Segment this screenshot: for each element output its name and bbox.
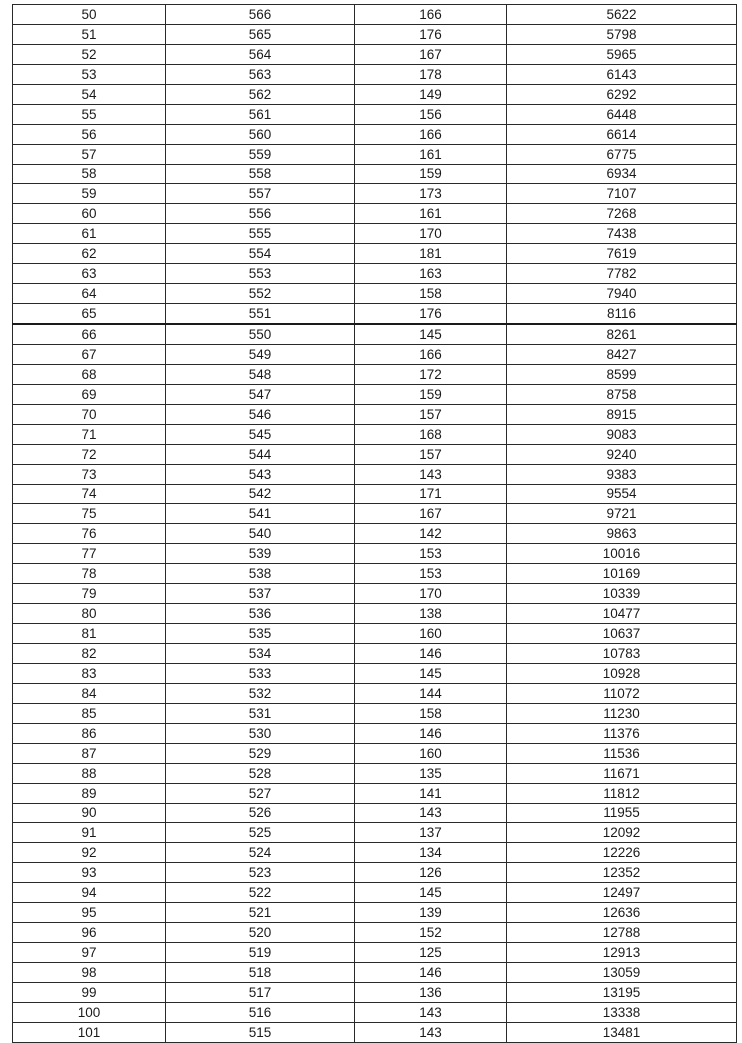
rank-cell: 59 — [13, 184, 166, 204]
rank-cell: 88 — [13, 763, 166, 783]
cumulative-count-cell: 11955 — [507, 803, 737, 823]
score-cell: 527 — [166, 783, 355, 803]
score-cell: 540 — [166, 524, 355, 544]
cumulative-count-cell: 12788 — [507, 923, 737, 943]
count-cell: 173 — [355, 184, 507, 204]
score-cell: 541 — [166, 504, 355, 524]
table-row — [13, 703, 737, 723]
cumulative-count-cell: 10928 — [507, 663, 737, 683]
rank-cell: 85 — [13, 703, 166, 723]
cumulative-count-cell: 8599 — [507, 364, 737, 384]
count-cell: 145 — [355, 663, 507, 683]
cumulative-count-cell: 6775 — [507, 144, 737, 164]
table-row — [13, 943, 737, 963]
rank-cell: 56 — [13, 124, 166, 144]
cumulative-count-cell: 12913 — [507, 943, 737, 963]
table-row — [13, 64, 737, 84]
table-row — [13, 823, 737, 843]
rank-cell: 61 — [13, 224, 166, 244]
score-cell: 543 — [166, 464, 355, 484]
count-cell: 160 — [355, 624, 507, 644]
score-cell: 551 — [166, 304, 355, 324]
cumulative-count-cell: 6292 — [507, 84, 737, 104]
count-cell: 145 — [355, 324, 507, 344]
cumulative-count-cell: 10477 — [507, 604, 737, 624]
rank-cell: 100 — [13, 1002, 166, 1022]
cumulative-count-cell: 12636 — [507, 903, 737, 923]
rank-cell: 54 — [13, 84, 166, 104]
table-row — [13, 544, 737, 564]
score-cell: 530 — [166, 723, 355, 743]
count-cell: 137 — [355, 823, 507, 843]
score-cell: 531 — [166, 703, 355, 723]
table-row — [13, 164, 737, 184]
rank-cell: 95 — [13, 903, 166, 923]
score-cell: 565 — [166, 24, 355, 44]
score-cell: 520 — [166, 923, 355, 943]
cumulative-count-cell: 11072 — [507, 683, 737, 703]
count-cell: 145 — [355, 883, 507, 903]
score-cell: 547 — [166, 384, 355, 404]
score-cell: 517 — [166, 982, 355, 1002]
table-row — [13, 344, 737, 364]
rank-cell: 63 — [13, 264, 166, 284]
table-row — [13, 144, 737, 164]
score-cell: 534 — [166, 644, 355, 664]
count-cell: 176 — [355, 24, 507, 44]
table-row — [13, 304, 737, 324]
count-cell: 157 — [355, 404, 507, 424]
count-cell: 138 — [355, 604, 507, 624]
count-cell: 163 — [355, 264, 507, 284]
table-row — [13, 564, 737, 584]
cumulative-count-cell: 8758 — [507, 384, 737, 404]
rank-cell: 69 — [13, 384, 166, 404]
cumulative-count-cell: 10339 — [507, 584, 737, 604]
cumulative-count-cell: 7782 — [507, 264, 737, 284]
rank-cell: 93 — [13, 863, 166, 883]
cumulative-count-cell: 6614 — [507, 124, 737, 144]
count-cell: 181 — [355, 244, 507, 264]
rank-cell: 64 — [13, 284, 166, 304]
score-cell: 560 — [166, 124, 355, 144]
count-cell: 125 — [355, 943, 507, 963]
table-row — [13, 644, 737, 664]
count-cell: 149 — [355, 84, 507, 104]
score-cell: 515 — [166, 1022, 355, 1042]
rank-cell: 70 — [13, 404, 166, 424]
cumulative-count-cell: 12226 — [507, 843, 737, 863]
rank-cell: 51 — [13, 24, 166, 44]
count-cell: 136 — [355, 982, 507, 1002]
count-cell: 159 — [355, 384, 507, 404]
table-row — [13, 224, 737, 244]
rank-cell: 101 — [13, 1022, 166, 1042]
score-cell: 553 — [166, 264, 355, 284]
count-cell: 176 — [355, 304, 507, 324]
cumulative-count-cell: 12497 — [507, 883, 737, 903]
table-row — [13, 1022, 737, 1042]
rank-cell: 58 — [13, 164, 166, 184]
table-row — [13, 384, 737, 404]
table-row — [13, 104, 737, 124]
rank-cell: 53 — [13, 64, 166, 84]
score-cell: 542 — [166, 484, 355, 504]
rank-cell: 84 — [13, 683, 166, 703]
table-row — [13, 683, 737, 703]
count-cell: 146 — [355, 963, 507, 983]
score-cell: 548 — [166, 364, 355, 384]
rank-cell: 74 — [13, 484, 166, 504]
cumulative-count-cell: 11376 — [507, 723, 737, 743]
table-row — [13, 604, 737, 624]
table-row — [13, 424, 737, 444]
cumulative-count-cell: 5965 — [507, 44, 737, 64]
count-cell: 167 — [355, 504, 507, 524]
score-cell: 521 — [166, 903, 355, 923]
score-cell: 558 — [166, 164, 355, 184]
table-row — [13, 883, 737, 903]
table-row — [13, 863, 737, 883]
score-cell: 546 — [166, 404, 355, 424]
score-cell: 550 — [166, 324, 355, 344]
table-row — [13, 923, 737, 943]
count-cell: 159 — [355, 164, 507, 184]
count-cell: 167 — [355, 44, 507, 64]
table-row — [13, 484, 737, 504]
rank-cell: 81 — [13, 624, 166, 644]
table-row — [13, 324, 737, 344]
rank-cell: 73 — [13, 464, 166, 484]
rank-cell: 99 — [13, 982, 166, 1002]
score-cell: 549 — [166, 344, 355, 364]
cumulative-count-cell: 10783 — [507, 644, 737, 664]
count-cell: 166 — [355, 124, 507, 144]
rank-cell: 76 — [13, 524, 166, 544]
table-body — [13, 5, 737, 1043]
score-cell: 555 — [166, 224, 355, 244]
count-cell: 160 — [355, 743, 507, 763]
rank-cell: 71 — [13, 424, 166, 444]
score-cell: 537 — [166, 584, 355, 604]
cumulative-count-cell: 6143 — [507, 64, 737, 84]
count-cell: 135 — [355, 763, 507, 783]
cumulative-count-cell: 13195 — [507, 982, 737, 1002]
score-cell: 566 — [166, 5, 355, 25]
score-cell: 532 — [166, 683, 355, 703]
score-cell: 528 — [166, 763, 355, 783]
rank-cell: 91 — [13, 823, 166, 843]
count-cell: 153 — [355, 544, 507, 564]
rank-cell: 75 — [13, 504, 166, 524]
score-cell: 533 — [166, 663, 355, 683]
rank-cell: 60 — [13, 204, 166, 224]
score-cell: 539 — [166, 544, 355, 564]
score-cell: 559 — [166, 144, 355, 164]
score-cell: 523 — [166, 863, 355, 883]
count-cell: 134 — [355, 843, 507, 863]
score-cell: 536 — [166, 604, 355, 624]
cumulative-count-cell: 7438 — [507, 224, 737, 244]
rank-cell: 57 — [13, 144, 166, 164]
score-cell: 524 — [166, 843, 355, 863]
cumulative-count-cell: 6934 — [507, 164, 737, 184]
count-cell: 161 — [355, 144, 507, 164]
table-row — [13, 982, 737, 1002]
table-row — [13, 783, 737, 803]
cumulative-count-cell: 5622 — [507, 5, 737, 25]
count-cell: 158 — [355, 703, 507, 723]
cumulative-count-cell: 8261 — [507, 324, 737, 344]
count-cell: 126 — [355, 863, 507, 883]
table-row — [13, 663, 737, 683]
score-cell: 557 — [166, 184, 355, 204]
rank-cell: 77 — [13, 544, 166, 564]
rank-cell: 65 — [13, 304, 166, 324]
rank-cell: 72 — [13, 444, 166, 464]
rank-cell: 66 — [13, 324, 166, 344]
score-cell: 538 — [166, 564, 355, 584]
score-cell: 554 — [166, 244, 355, 264]
cumulative-count-cell: 11230 — [507, 703, 737, 723]
table-row — [13, 404, 737, 424]
count-cell: 171 — [355, 484, 507, 504]
count-cell: 170 — [355, 224, 507, 244]
cumulative-count-cell: 10016 — [507, 544, 737, 564]
table-row — [13, 84, 737, 104]
score-cell: 526 — [166, 803, 355, 823]
cumulative-count-cell: 7940 — [507, 284, 737, 304]
count-cell: 178 — [355, 64, 507, 84]
count-cell: 141 — [355, 783, 507, 803]
rank-cell: 86 — [13, 723, 166, 743]
table-row — [13, 444, 737, 464]
cumulative-count-cell: 9721 — [507, 504, 737, 524]
table-row — [13, 184, 737, 204]
cumulative-count-cell: 10637 — [507, 624, 737, 644]
count-cell: 152 — [355, 923, 507, 943]
table-row — [13, 743, 737, 763]
rank-cell: 78 — [13, 564, 166, 584]
table-row — [13, 504, 737, 524]
count-cell: 156 — [355, 104, 507, 124]
cumulative-count-cell: 10169 — [507, 564, 737, 584]
table-row — [13, 284, 737, 304]
score-cell: 562 — [166, 84, 355, 104]
count-cell: 143 — [355, 464, 507, 484]
rank-cell: 52 — [13, 44, 166, 64]
table-row — [13, 584, 737, 604]
count-cell: 143 — [355, 803, 507, 823]
table-row — [13, 44, 737, 64]
score-cell: 544 — [166, 444, 355, 464]
count-cell: 166 — [355, 344, 507, 364]
rank-cell: 62 — [13, 244, 166, 264]
rank-cell: 89 — [13, 783, 166, 803]
cumulative-count-cell: 9383 — [507, 464, 737, 484]
rank-cell: 96 — [13, 923, 166, 943]
count-cell: 161 — [355, 204, 507, 224]
table-row — [13, 803, 737, 823]
cumulative-count-cell: 9863 — [507, 524, 737, 544]
table-row — [13, 624, 737, 644]
cumulative-count-cell: 7107 — [507, 184, 737, 204]
cumulative-count-cell: 13338 — [507, 1002, 737, 1022]
cumulative-count-cell: 8427 — [507, 344, 737, 364]
rank-cell: 92 — [13, 843, 166, 863]
table-row — [13, 1002, 737, 1022]
table-row — [13, 264, 737, 284]
score-cell: 552 — [166, 284, 355, 304]
cumulative-count-cell: 13481 — [507, 1022, 737, 1042]
score-cell: 522 — [166, 883, 355, 903]
cumulative-count-cell: 6448 — [507, 104, 737, 124]
score-cell: 556 — [166, 204, 355, 224]
cumulative-count-cell: 8915 — [507, 404, 737, 424]
table-row — [13, 364, 737, 384]
rank-cell: 83 — [13, 663, 166, 683]
score-cell: 516 — [166, 1002, 355, 1022]
count-cell: 157 — [355, 444, 507, 464]
rank-cell: 90 — [13, 803, 166, 823]
cumulative-count-cell: 7619 — [507, 244, 737, 264]
count-cell: 146 — [355, 723, 507, 743]
table-row — [13, 464, 737, 484]
rank-cell: 79 — [13, 584, 166, 604]
score-cell: 518 — [166, 963, 355, 983]
cumulative-count-cell: 5798 — [507, 24, 737, 44]
rank-cell: 67 — [13, 344, 166, 364]
cumulative-count-cell: 11671 — [507, 763, 737, 783]
table-row — [13, 124, 737, 144]
count-cell: 158 — [355, 284, 507, 304]
score-cell: 545 — [166, 424, 355, 444]
cumulative-count-cell: 9083 — [507, 424, 737, 444]
rank-cell: 87 — [13, 743, 166, 763]
score-cell: 519 — [166, 943, 355, 963]
table-row — [13, 524, 737, 544]
count-cell: 168 — [355, 424, 507, 444]
score-cell: 535 — [166, 624, 355, 644]
rank-cell: 82 — [13, 644, 166, 664]
table-row — [13, 24, 737, 44]
cumulative-count-cell: 9240 — [507, 444, 737, 464]
rank-cell: 68 — [13, 364, 166, 384]
score-cell: 563 — [166, 64, 355, 84]
count-cell: 143 — [355, 1002, 507, 1022]
count-cell: 146 — [355, 644, 507, 664]
cumulative-count-cell: 8116 — [507, 304, 737, 324]
count-cell: 142 — [355, 524, 507, 544]
table-row — [13, 903, 737, 923]
score-cell: 564 — [166, 44, 355, 64]
count-cell: 172 — [355, 364, 507, 384]
table-row — [13, 204, 737, 224]
count-cell: 170 — [355, 584, 507, 604]
cumulative-count-cell: 12092 — [507, 823, 737, 843]
cumulative-count-cell: 12352 — [507, 863, 737, 883]
count-cell: 153 — [355, 564, 507, 584]
table-row — [13, 5, 737, 25]
cumulative-count-cell: 13059 — [507, 963, 737, 983]
score-cell: 525 — [166, 823, 355, 843]
cumulative-count-cell: 11536 — [507, 743, 737, 763]
table-row — [13, 843, 737, 863]
cumulative-count-cell: 11812 — [507, 783, 737, 803]
count-cell: 144 — [355, 683, 507, 703]
cumulative-count-cell: 7268 — [507, 204, 737, 224]
table-row — [13, 963, 737, 983]
table-row — [13, 763, 737, 783]
rank-cell: 97 — [13, 943, 166, 963]
table-row — [13, 723, 737, 743]
rank-cell: 98 — [13, 963, 166, 983]
cumulative-count-cell: 9554 — [507, 484, 737, 504]
count-cell: 143 — [355, 1022, 507, 1042]
count-cell: 166 — [355, 5, 507, 25]
table-row — [13, 244, 737, 264]
score-distribution-table — [12, 4, 737, 1043]
rank-cell: 94 — [13, 883, 166, 903]
score-cell: 529 — [166, 743, 355, 763]
rank-cell: 55 — [13, 104, 166, 124]
rank-cell: 80 — [13, 604, 166, 624]
score-cell: 561 — [166, 104, 355, 124]
rank-cell: 50 — [13, 5, 166, 25]
count-cell: 139 — [355, 903, 507, 923]
